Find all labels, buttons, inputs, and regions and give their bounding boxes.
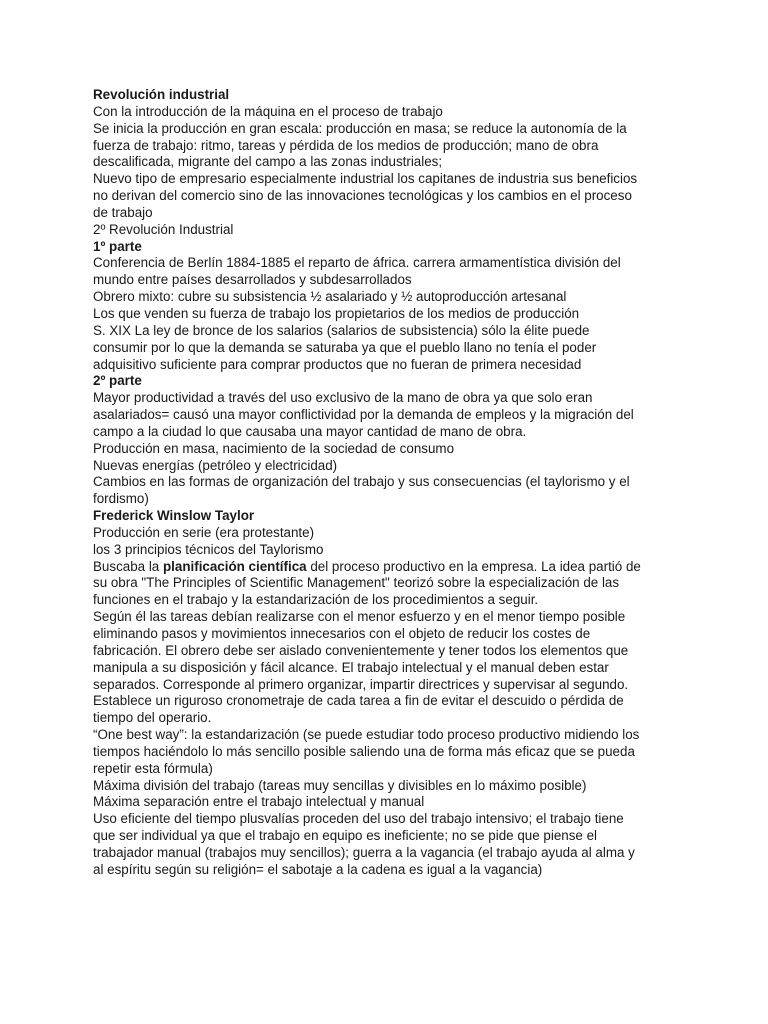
text-line: funciones en el trabajo y la estandarización de los procedimientos a seguir. (93, 592, 539, 608)
text-line: separados. Corresponde al primero organizar, impartir directrices y supervisar al segundo. (93, 676, 629, 692)
text-line: de trabajo (93, 204, 153, 220)
text-line: Conferencia de Berlín 1884-1885 el reparto de áfrica. carrera armamentística división del (93, 255, 621, 271)
text-line: Establece un riguroso cronometraje de cada tarea a fin de evitar el descuido o pérdida de (93, 693, 624, 709)
text-line: fordismo) (93, 491, 149, 507)
text-line: descalificada, migrante del campo a las zonas industriales; (93, 154, 443, 170)
text-line: Producción en masa, nacimiento de la sociedad de consumo (93, 440, 455, 456)
text-line: adquisitivo suficiente para comprar productos que no fueran de primera necesidad (93, 356, 582, 372)
section-heading: 2º parte (93, 373, 142, 389)
text-line: repetir esta fórmula) (93, 760, 213, 776)
text-line: campo a la ciudad lo que causaba una mayor cantidad de mano de obra. (93, 423, 527, 439)
text-line: Producción en serie (era protestante) (93, 524, 315, 540)
text-line: Nuevo tipo de empresario especialmente industrial los capitanes de industria sus beneficios (93, 171, 638, 187)
text-line: Mayor productividad a través del uso exclusivo de la mano de obra ya que solo eran (93, 390, 593, 406)
text-line: tiempos haciéndolo lo más sencillo posible saliendo una de forma más eficaz que se pueda (93, 743, 635, 759)
section-heading: Frederick Winslow Taylor (93, 508, 255, 524)
text-line: Según él las tareas debían realizarse con el menor esfuerzo y en el menor tiempo posible (93, 609, 626, 625)
section-heading: 1º parte (93, 238, 142, 254)
text-line: al espíritu según su religión= el sabotaje a la cadena es igual a la vagancia) (93, 861, 543, 877)
text-line: Obrero mixto: cubre su subsistencia ½ asalariado y ½ autoproducción artesanal (93, 289, 567, 305)
text-line: los 3 principios técnicos del Taylorismo (93, 541, 324, 557)
text-line: manipula a su disposición y fácil alcance. El trabajo intelectual y el manual deben estar (93, 659, 609, 675)
text-line: 2º Revolución Industrial (93, 221, 234, 237)
text-line: Máxima división del trabajo (tareas muy sencillas y divisibles en lo máximo posible) (93, 777, 587, 793)
document-page (93, 87, 733, 879)
text-line: eliminando pasos y movimientos innecesarios con el objeto de reducir los costes de (93, 626, 591, 641)
text-line: “One best way”: la estandarización (se puede estudiar todo proceso productivo midiendo los (93, 727, 640, 743)
text-line: asalariados= causó una mayor conflictividad por la demanda de empleos y la migración del (93, 407, 634, 423)
text-line: Máxima separación entre el trabajo intelectual y manual (93, 794, 425, 810)
text-segment: Buscaba la (93, 558, 163, 574)
text-line: Se inicia la producción en gran escala: producción en masa; se reduce la autonomía de la (93, 120, 627, 136)
text-line: fabricación. El obrero debe ser aislado convenientemente y tener todos los elementos que (93, 642, 629, 658)
text-line (93, 559, 733, 576)
text-line: Cambios en las formas de organización del trabajo y sus consecuencias (el taylorismo y el (93, 474, 630, 490)
text-line: su obra "The Principles of Scientific Management" teorizó sobre la especialización de las (93, 575, 620, 591)
text-line: consumir por lo que la demanda se saturaba ya que el pueblo llano no tenía el poder (93, 339, 597, 355)
text-line: no derivan del comercio sino de las innovaciones tecnológicas y los cambios en el proceso (93, 188, 632, 204)
text-segment: del proceso productivo en la empresa. La idea partió de (306, 558, 641, 574)
text-line: S. XIX La ley de bronce de los salarios (salarios de subsistencia) sólo la élite puede (93, 322, 590, 338)
section-heading: Revolución industrial (93, 87, 230, 102)
text-line: trabajador manual (trabajos muy sencillos); guerra a la vagancia (el trabajo ayuda al alma y (93, 844, 635, 860)
text-line: Con la introducción de la máquina en el proceso de trabajo (93, 103, 443, 119)
text-line: Los que venden su fuerza de trabajo los propietarios de los medios de producción (93, 305, 580, 321)
text-line: fuerza de trabajo: ritmo, tareas y pérdida de los medios de producción; mano de obra (93, 137, 599, 153)
text-line: que ser individual ya que el trabajo en equipo es ineficiente; no se pide que piense el (93, 828, 597, 844)
text-line: Nuevas energías (petróleo y electricidad) (93, 457, 338, 473)
text-line: mundo entre países desarrollados y subdesarrollados (93, 272, 412, 288)
text-line: Uso eficiente del tiempo plusvalías proceden del uso del trabajo intensivo; el trabajo tiene (93, 811, 624, 827)
bold-phrase: planificación científica (162, 558, 307, 574)
text-line: tiempo del operario. (93, 710, 212, 726)
